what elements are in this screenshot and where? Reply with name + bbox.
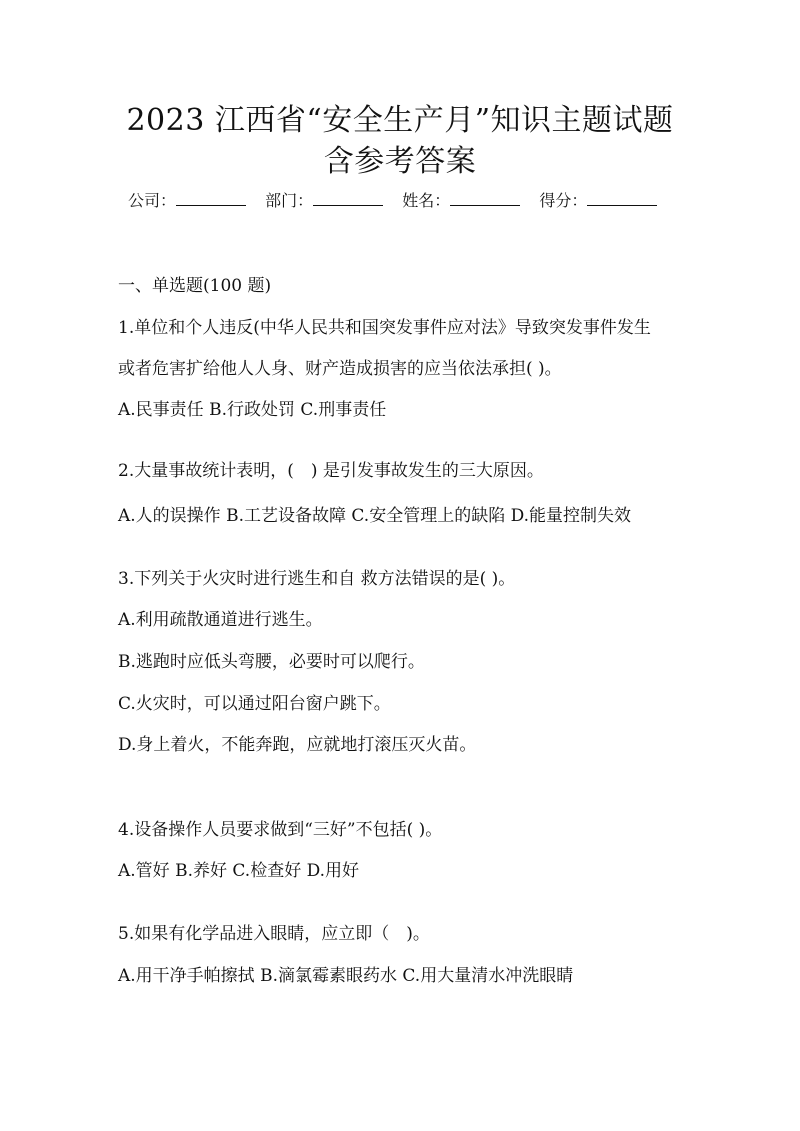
question-3-option-c: C.火灾时，可以通过阳台窗户跳下。 xyxy=(118,694,391,714)
question-2-options: A.人的误操作 B.工艺设备故障 C.安全管理上的缺陷 D.能量控制失效 xyxy=(118,506,632,526)
info-fields xyxy=(128,190,688,212)
question-5-options: A.用干净手帕擦拭 B.滴氯霉素眼药水 C.用大量清水冲洗眼睛 xyxy=(118,966,574,986)
question-5-stem: 5.如果有化学品进入眼睛，应立即（ )。 xyxy=(118,924,430,944)
company-blank[interactable] xyxy=(176,191,246,206)
department-label: 部门： xyxy=(265,191,314,210)
question-4-options: A.管好 B.养好 C.检查好 D.用好 xyxy=(118,861,360,881)
department-field xyxy=(265,190,383,212)
company-label: 公司： xyxy=(128,191,177,210)
section-heading: 一、单选题(100 题) xyxy=(118,276,272,296)
question-1-stem-line1: 1.单位和个人违反(中华人民共和国突发事件应对法》导致突发事件发生 xyxy=(118,318,651,338)
question-2-stem: 2.大量事故统计表明，( ) 是引发事故发生的三大原因。 xyxy=(118,461,544,481)
score-label: 得分： xyxy=(539,191,588,210)
name-blank[interactable] xyxy=(450,191,520,206)
question-1-stem-line2: 或者危害扩给他人人身、财产造成损害的应当依法承担( )。 xyxy=(118,359,562,379)
question-3-stem: 3.下列关于火灾时进行逃生和自 救方法错误的是( )。 xyxy=(118,569,516,589)
question-3-option-d: D.身上着火，不能奔跑，应就地打滚压灭火苗。 xyxy=(118,735,477,755)
document-title-line1: 2023 江西省“安全生产月”知识主题试题 xyxy=(126,103,674,138)
score-field xyxy=(539,190,657,212)
company-field xyxy=(128,190,246,212)
name-label: 姓名： xyxy=(402,191,451,210)
name-field xyxy=(402,190,520,212)
document-title-line2: 含参考答案 xyxy=(323,144,477,179)
question-3-option-a: A.利用疏散通道进行逃生。 xyxy=(118,610,323,630)
department-blank[interactable] xyxy=(313,191,383,206)
score-blank[interactable] xyxy=(587,191,657,206)
question-4-stem: 4.设备操作人员要求做到“三好”不包括( )。 xyxy=(118,820,443,840)
question-3-option-b: B.逃跑时应低头弯腰，必要时可以爬行。 xyxy=(118,652,425,672)
question-1-options: A.民事责任 B.行政处罚 C.刑事责任 xyxy=(118,400,387,420)
